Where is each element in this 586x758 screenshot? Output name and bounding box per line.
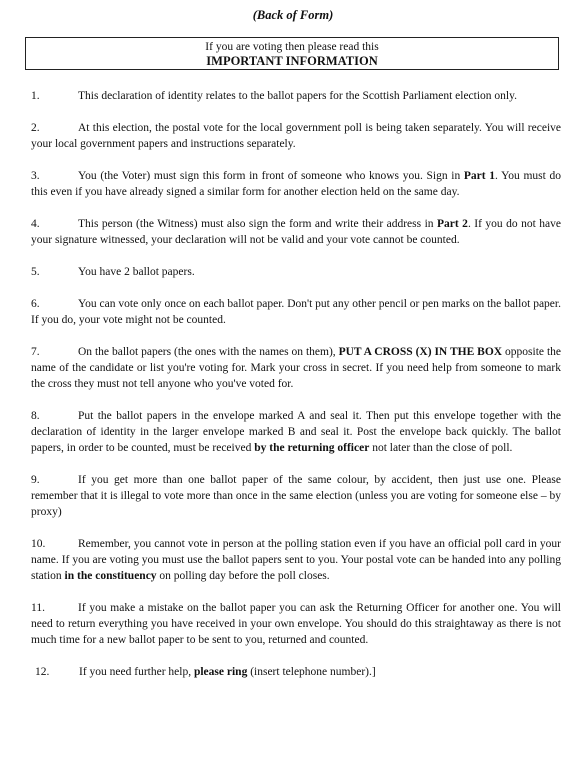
item-text: not later than the close of poll. (369, 442, 513, 454)
item-text-bold: please ring (193, 666, 248, 678)
item-text: Put the ballot papers in the envelope marked A and seal it. Then put this envelope together with the declaration of identity in the larger envelope marked B and seal it. Post the envelope back quickly. The ballot papers, in order to be counted, must be received (31, 410, 561, 454)
box-intro-line: If you are voting then please read this (205, 41, 379, 53)
item-text: If you need further help, (79, 666, 194, 678)
item-text: If you get more than one ballot paper of the same colour, by accident, then just use one. Please remember that it is illegal to vote more than once in the same election (unless you are voting for someone else – by proxy) (31, 474, 561, 518)
instruction-item (31, 664, 561, 680)
form-header: (Back of Form) (252, 8, 334, 22)
instruction-item (31, 216, 561, 248)
item-number: 10. (31, 538, 46, 550)
instruction-item (31, 408, 561, 456)
instruction-item (31, 600, 561, 648)
item-number: 5. (31, 266, 40, 278)
instruction-item (31, 472, 561, 520)
item-text: You have 2 ballot papers. (78, 266, 195, 278)
instruction-item (31, 168, 561, 200)
item-number: 4. (31, 218, 40, 230)
item-text: At this election, the postal vote for the local government poll is being taken separately. You will receive your local government papers and instructions separately. (31, 122, 561, 150)
instruction-item (31, 120, 561, 152)
item-text-bold: PUT A CROSS (X) IN THE BOX (338, 346, 503, 358)
item-text-bold: by the returning officer (254, 442, 370, 454)
instruction-item (31, 296, 561, 328)
item-text: This person (the Witness) must also sign the form and write their address in (78, 218, 437, 230)
item-number: 8. (31, 410, 40, 422)
item-number: 3. (31, 170, 40, 182)
item-text: on polling day before the poll closes. (156, 570, 330, 582)
item-text: You can vote only once on each ballot paper. Don't put any other pencil or pen marks on the ballot paper. If you do, your vote might not be counted. (31, 298, 561, 326)
instructions-list (31, 88, 561, 680)
item-text: . If you do not have your signature witnessed, your declaration will not be valid and your vote cannot be counted. (31, 218, 561, 246)
item-text: opposite the name of the candidate or list you're voting for. Mark your cross in secret. If you need help from someone to mark the cross they must not tell anyone who you've voted for. (31, 346, 561, 390)
important-information-box (25, 37, 559, 70)
item-text: You (the Voter) must sign this form in front of someone who knows you. Sign in (78, 170, 464, 182)
instruction-item (31, 344, 561, 392)
item-number: 2. (31, 122, 40, 134)
item-text-bold: in the constituency (64, 570, 157, 582)
item-number: 12. (35, 666, 50, 678)
item-text: (insert telephone number).] (247, 666, 376, 678)
instruction-item (31, 264, 561, 280)
instruction-item (31, 536, 561, 584)
instruction-item (31, 88, 561, 104)
item-number: 1. (31, 90, 40, 102)
item-number: 7. (31, 346, 40, 358)
item-text: Remember, you cannot vote in person at the polling station even if you have an official poll card in your name. If you are voting you must use the ballot papers sent to you. Your postal vote can be handed into any polling station (31, 538, 561, 582)
item-text-bold: Part 1 (463, 170, 496, 182)
item-number: 6. (31, 298, 40, 310)
item-text: This declaration of identity relates to the ballot papers for the Scottish Parliament election only. (78, 90, 518, 102)
item-number: 9. (31, 474, 40, 486)
item-text-bold: Part 2 (437, 218, 468, 230)
item-number: 11. (31, 602, 45, 614)
item-text: On the ballot papers (the ones with the names on them), (78, 346, 339, 358)
box-heading: IMPORTANT INFORMATION (206, 54, 378, 68)
item-text: If you make a mistake on the ballot paper you can ask the Returning Officer for another one. You will need to return everything you have received in your own envelope. You should do this straightaway as there is not much time for a new ballot paper to be sent to you, returned and counted. (31, 602, 561, 646)
item-text: . You must do this even if you have already signed a similar form for another election held on the same day. (31, 170, 561, 198)
